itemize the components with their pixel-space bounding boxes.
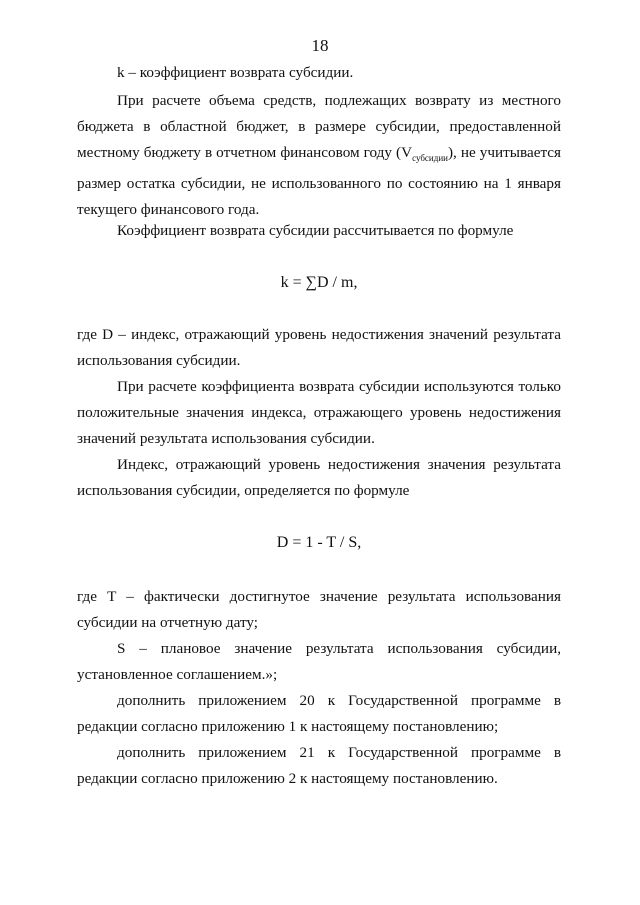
paragraph-positive-values: При расчете коэффициента возврата субсидии используются только положительные значения индекса, отражающего уровень недостижения значений результата использования субсидии. (77, 378, 561, 447)
paragraph-formula-intro: Коэффициент возврата субсидии рассчитывается по формуле (117, 222, 514, 239)
formula-k: k = ∑D / m, (280, 274, 358, 291)
paragraph-appendix-21: дополнить приложением 21 к Государственной программе в редакции согласно приложению 2 к настоящему постановлению. (77, 744, 561, 787)
paragraph-return-volume (77, 88, 561, 223)
subsidy-subscript: субсидии (412, 153, 448, 164)
paragraph-appendix-20: дополнить приложением 20 к Государственной программе в редакции согласно приложению 1 к настоящему постановлению; (77, 692, 561, 735)
paragraph-s-definition: S – плановое значение результата использования субсидии, установленное соглашением.»; (77, 640, 561, 683)
paragraph-index-formula-intro: Индекс, отражающий уровень недостижения значения результата использования субсидии, определяется по формуле (77, 456, 561, 499)
page-number: 18 (311, 36, 329, 55)
formula-d: D = 1 - T / S, (276, 534, 362, 551)
paragraph-return-volume-text-a: При расчете объема средств, подлежащих возврату из местного бюджета в областной бюджет, в размере субсидии, предоставленной местному бюджету в отчетном финансовом году (V (77, 92, 561, 161)
paragraph-coefficient-definition: k – коэффициент возврата субсидии. (117, 64, 354, 81)
paragraph-return-volume-text-b: ), не учитывается размер остатка субсидии, не использованного по состоянию на 1 января текущего финансового года. (77, 144, 561, 219)
paragraph-index-definition: где D – индекс, отражающий уровень недостижения значений результата использования субсидии. (77, 326, 561, 369)
paragraph-t-definition: где T – фактически достигнутое значение результата использования субсидии на отчетную дату; (77, 588, 561, 631)
